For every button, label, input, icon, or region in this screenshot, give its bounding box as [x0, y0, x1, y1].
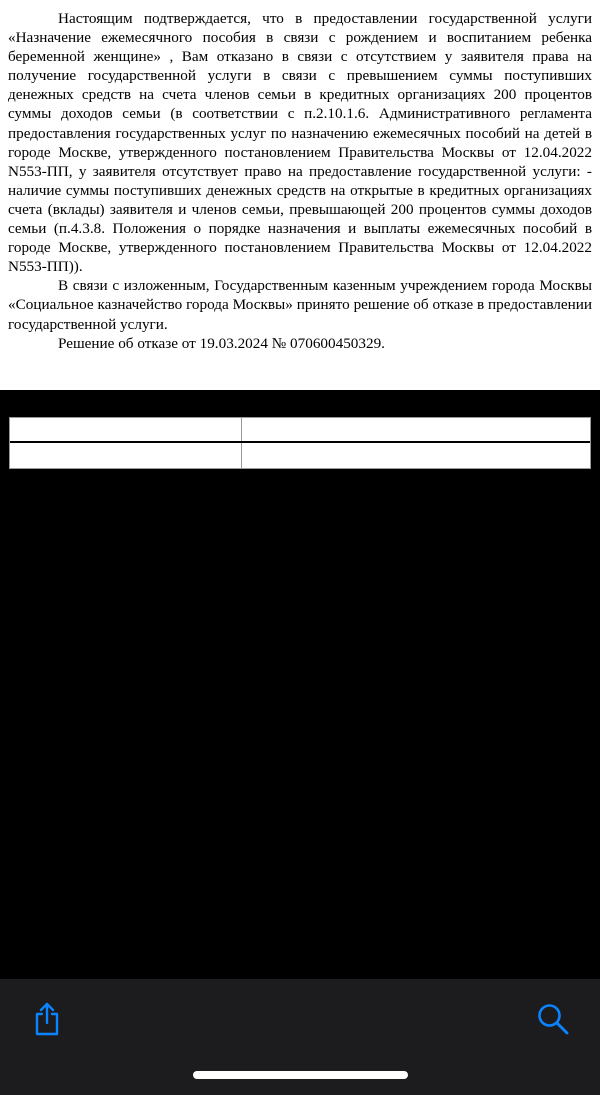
document-paragraph: Решение об отказе от 19.03.2024 № 070600450329.: [58, 334, 385, 352]
share-button[interactable]: [25, 997, 69, 1041]
share-icon: [32, 1001, 62, 1037]
document-paragraph: В связи с изложенным, Государственным казенным учреждением города Москвы «Социальное казначейство города Москвы» принято решение об отказе в предоставлении государственной услуги.: [8, 277, 592, 333]
search-button[interactable]: [531, 997, 575, 1041]
home-indicator[interactable]: [193, 1071, 408, 1079]
document-paragraph: Настоящим подтверждается, что в предоставлении государственной услуги «Назначение ежемесячного пособия в связи с рождением и воспитанием ребенка беременной женщине» , Вам отказано в связи с отсутствием у заявителя права на получение государственной услуги в связи с превышением суммы поступивших денежных средств на счета членов семьи в кредитных организациях 200 процентов суммы доходов семьи (в соответствии с п.2.10.1.6. Административного регламента предоставления государственных услуг по назначению ежемесячных пособий на детей в городе Москве, утвержденного постановлением Правительства Москвы от 12.04.2022 N553-ПП, у заявителя отсутствует право на предоставление государственной услуги: - наличие суммы поступивших денежных средств на открытые в кредитных организациях счета (вклады) заявителя и членов семьи, превышающей 200 процентов суммы доходов семьи (п.4.3.8. Положения о порядке назначения и выплаты ежемесячных пособий в городе Москве, утвержденного постановлением Правительства Москвы от 12.04.2022 N553-ПП)).: [8, 10, 592, 276]
table-cell: [242, 443, 590, 468]
table-cell: [242, 418, 590, 441]
table-cell: [10, 418, 242, 441]
document-page: [0, 0, 600, 390]
document-text: [8, 9, 592, 353]
table-cell: [10, 443, 242, 468]
table-row: [10, 443, 590, 468]
document-table: [9, 417, 591, 469]
table-row: [10, 418, 590, 443]
search-icon: [536, 1002, 570, 1036]
